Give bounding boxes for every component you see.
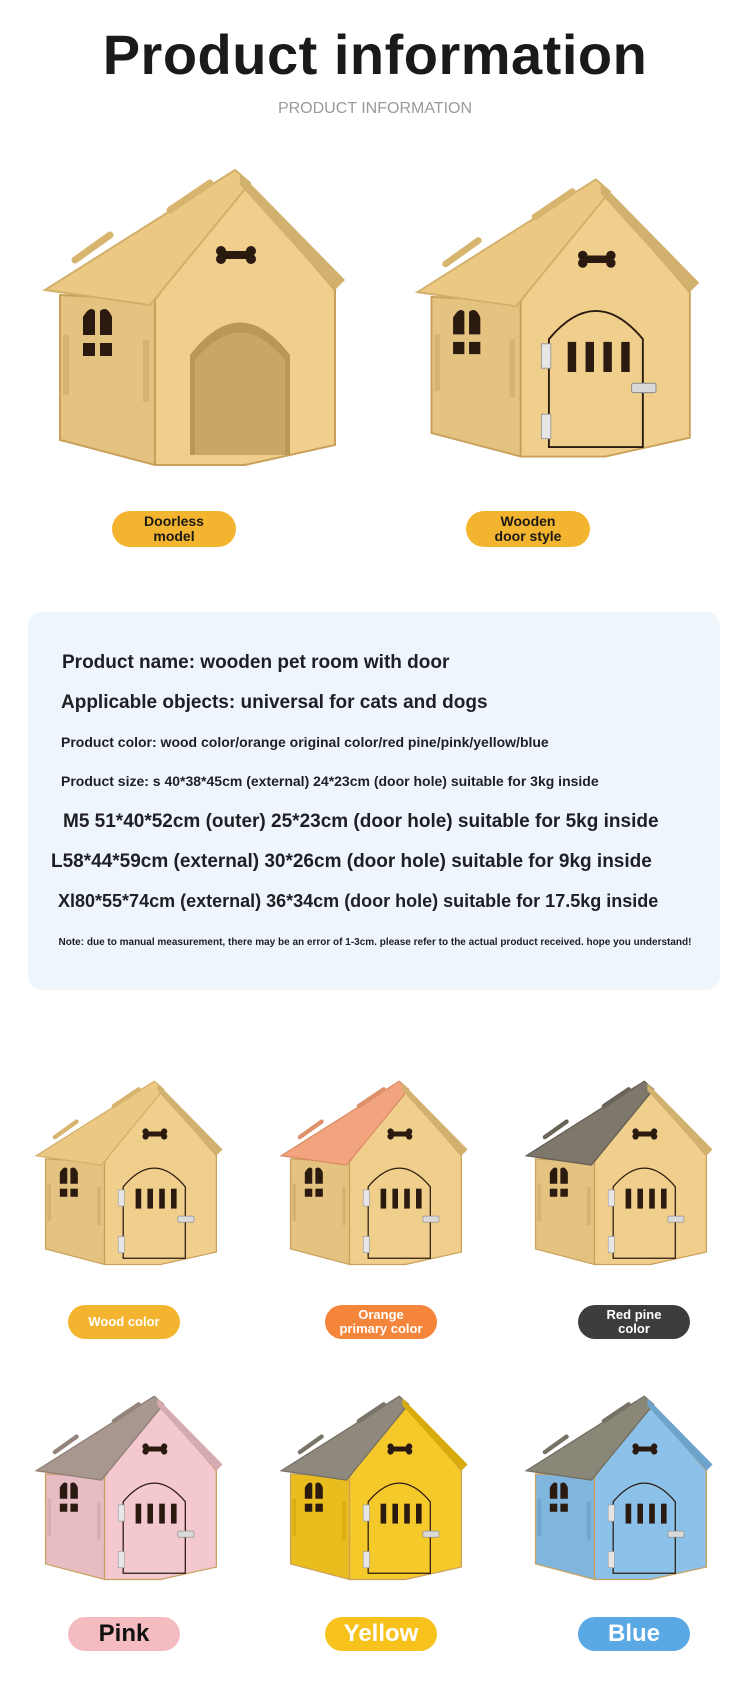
hinge [118,1190,124,1206]
door-vent [136,1504,142,1524]
size-s-text: Product size: s 40*38*45cm (external) 24*23cm (door hole) suitable for 3kg inside [61,773,599,789]
badge-line: door style [494,528,562,544]
hinge [118,1237,124,1253]
hinge [363,1237,369,1253]
door-vent [147,1189,153,1209]
wood-color-option[interactable] [68,1305,180,1339]
hinge [608,1505,614,1521]
door-vent [159,1189,165,1209]
latch [668,1216,684,1222]
badge-line: Yellow [343,1620,419,1648]
door-vent [649,1189,655,1209]
door-vent [661,1189,667,1209]
latch [178,1531,194,1537]
door-vent [392,1504,398,1524]
door-vent [603,342,611,372]
badge-line: Pink [98,1620,150,1648]
badge-line: Blue [607,1620,660,1648]
badge-line: model [153,528,195,544]
wood-color-house-image [30,1065,235,1290]
hinge [363,1190,369,1206]
hinge [363,1552,369,1568]
pink-option[interactable] [68,1617,180,1651]
orange-primary-color-option[interactable] [325,1305,437,1339]
yellow-house-image [275,1380,480,1605]
red-pine-color-option[interactable] [578,1305,690,1339]
latch [423,1216,439,1222]
hinge [118,1505,124,1521]
door-vent [404,1189,410,1209]
door-vent [381,1189,387,1209]
blue-option[interactable] [578,1617,690,1651]
door [613,1168,675,1258]
door-vent [586,342,594,372]
badge-line: color [618,1321,650,1336]
blue-house-image [520,1380,725,1605]
doorless-model-badge [112,511,236,547]
door-vent [626,1504,632,1524]
orange-house-image [275,1065,480,1290]
door-vent [171,1504,177,1524]
page-title: Product information [102,23,648,86]
door-vent [392,1189,398,1209]
door-vent [416,1504,422,1524]
door-vent [136,1189,142,1209]
badge-line: Wood color [88,1314,160,1330]
door [368,1483,430,1573]
hinge [118,1552,124,1568]
badge-line: primary color [339,1321,423,1336]
door-vent [147,1504,153,1524]
latch [423,1531,439,1537]
size-l-text: L58*44*59cm (external) 30*26cm (door hole) suitable for 9kg inside [51,851,652,872]
door [368,1168,430,1258]
product-name-text: Product name: wooden pet room with door [62,652,450,673]
pink-house-image [30,1380,235,1605]
door-vent [404,1504,410,1524]
red-pine-house-image [520,1065,725,1290]
door-vent [661,1504,667,1524]
latch [178,1216,194,1222]
door [613,1483,675,1573]
door-vent [171,1189,177,1209]
door-vent [649,1504,655,1524]
door-vent [637,1189,643,1209]
door [123,1168,185,1258]
latch [668,1531,684,1537]
door-vent [416,1189,422,1209]
yellow-option[interactable] [325,1617,437,1651]
badge-line: Red pine [606,1307,662,1323]
hinge [608,1237,614,1253]
badge-line: Wooden [500,513,556,530]
wooden-door-style-badge [466,511,590,547]
page-subtitle: PRODUCT INFORMATION [277,100,473,117]
door [549,311,643,447]
door-vent [381,1504,387,1524]
badge-line: Doorless [144,513,204,530]
door [123,1483,185,1573]
size-xl-text: Xl80*55*74cm (external) 36*34cm (door hole) suitable for 17.5kg inside [58,891,659,911]
measurement-note: Note: due to manual measurement, there may be an error of 1-3cm. please refer to the actual product received. hope you understand! [58,937,692,948]
door-vent [637,1504,643,1524]
hinge [363,1505,369,1521]
door-vent [626,1189,632,1209]
applicable-objects-text: Applicable objects: universal for cats and dogs [61,692,488,713]
door-vent [568,342,576,372]
doorless-house-image [35,165,365,485]
hinge [541,414,550,438]
size-m-text: M5 51*40*52cm (outer) 25*23cm (door hole) suitable for 5kg inside [63,811,659,832]
product-color-text: Product color: wood color/orange original color/red pine/pink/yellow/blue [61,734,549,750]
wooden-door-house-image [408,165,718,485]
door-vent [621,342,629,372]
hinge [541,344,550,368]
badge-line: Orange [358,1307,404,1323]
latch [632,383,656,392]
hinge [608,1552,614,1568]
hinge [608,1190,614,1206]
door-vent [159,1504,165,1524]
